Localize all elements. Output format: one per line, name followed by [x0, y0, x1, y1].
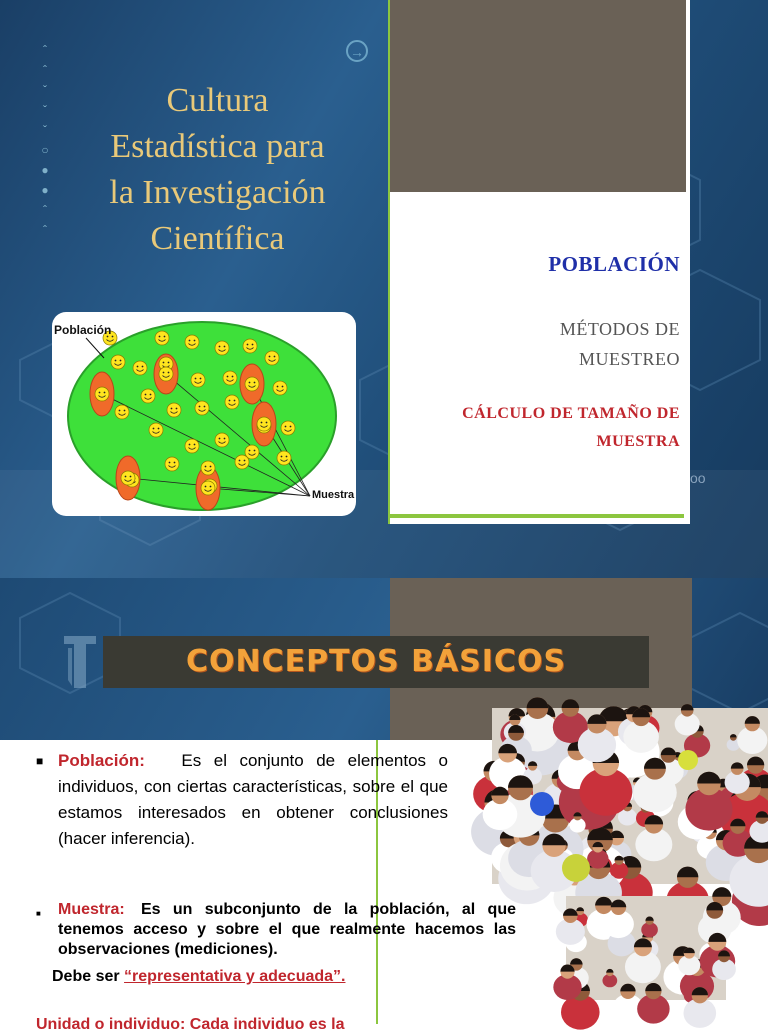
bullet-icon: ■: [36, 909, 41, 918]
arrow-right-icon[interactable]: →: [346, 40, 368, 62]
smiley-icon: [245, 377, 259, 391]
nav-up-icon[interactable]: ˆ: [43, 223, 47, 237]
title-line: Estadística para: [110, 128, 325, 165]
slide-nav: [38, 40, 52, 240]
smiley-icon: [195, 401, 209, 415]
note-prefix: Debe ser: [52, 968, 120, 985]
ghost-text: oo: [690, 470, 706, 486]
smiley-icon: [111, 355, 125, 369]
nav-dot-icon[interactable]: ○: [41, 143, 49, 157]
nav-dot-icon[interactable]: ●: [41, 163, 49, 177]
panel-header-box: [390, 0, 686, 192]
definition-poblacion: Es el conjunto de elementos o individuos, con ciertas características, sobre el que estamos interesados en obtener conclusiones (hacer inferencia).: [58, 751, 448, 848]
smiley-icon: [159, 367, 173, 381]
label-muestra: Muestra: [312, 489, 355, 501]
label-poblacion: Población: [54, 323, 112, 337]
title-line: Cultura: [166, 82, 269, 119]
smiley-icon: [281, 421, 295, 435]
topic-metodos-muestreo[interactable]: MÉTODOS DE MUESTREO: [559, 319, 680, 369]
smiley-icon: [155, 331, 169, 345]
smiley-icon: [115, 405, 129, 419]
topic-calculo-tamano[interactable]: CÁLCULO DE TAMAÑO DE MUESTRA: [462, 405, 680, 450]
smiley-icon: [149, 423, 163, 437]
bullet-muestra: [36, 900, 516, 960]
panel-accent-line: [388, 0, 390, 524]
definition-muestra: Es un subconjunto de la población, al que tenemos acceso y sobre el que realmente hacemos las observaciones (mediciones).: [58, 901, 516, 958]
nav-up-icon[interactable]: ˆ: [43, 63, 47, 77]
title-line: la Investigación: [109, 174, 326, 211]
smiley-icon: [277, 451, 291, 465]
smiley-icon: [165, 457, 179, 471]
bullet-unidad-partial: Unidad o individuo: Cada individuo es la: [36, 1016, 345, 1033]
section-banner: [103, 636, 649, 688]
students-group-photo: [566, 896, 726, 1000]
nav-down-icon[interactable]: ˇ: [43, 103, 47, 117]
smiley-icon: [133, 361, 147, 375]
smiley-icon: [201, 481, 215, 495]
smiley-icon: [141, 389, 155, 403]
term-muestra: Muestra:: [58, 901, 125, 918]
slide-title: [60, 78, 375, 262]
representative-note: [52, 968, 345, 986]
smiley-icon: [225, 395, 239, 409]
smiley-icon: [223, 371, 237, 385]
term-poblacion: Población:: [58, 751, 145, 770]
smiley-icon: [191, 373, 205, 387]
topics-panel: [388, 0, 690, 524]
note-highlight: “representativa y adecuada”.: [124, 968, 346, 985]
students-crowd-photo: [492, 708, 768, 884]
nav-up-icon[interactable]: ˆ: [43, 43, 47, 57]
nav-down-icon[interactable]: ˇ: [43, 83, 47, 97]
title-line: Científica: [150, 220, 285, 257]
topic-poblacion[interactable]: POBLACIÓN: [548, 252, 680, 276]
smiley-icon: [121, 471, 135, 485]
slide-2: [0, 578, 768, 1033]
population-diagram-svg: [52, 312, 356, 516]
nav-dot-icon[interactable]: ●: [41, 183, 49, 197]
panel-bottom-line: [390, 514, 684, 518]
smiley-icon: [273, 381, 287, 395]
balloon-icon: [678, 750, 698, 770]
university-logo-icon: [62, 630, 98, 692]
bullet-icon: ■: [36, 754, 44, 768]
smiley-icon: [95, 387, 109, 401]
smiley-icon: [265, 351, 279, 365]
smiley-icon: [167, 403, 181, 417]
smiley-icon: [201, 461, 215, 475]
population-diagram: [52, 312, 356, 516]
balloon-icon: [562, 854, 590, 882]
balloon-icon: [530, 792, 554, 816]
bullet-poblacion: [36, 748, 448, 852]
smiley-icon: [185, 439, 199, 453]
smiley-icon: [185, 335, 199, 349]
nav-up-icon[interactable]: ˆ: [43, 203, 47, 217]
smiley-icon: [215, 341, 229, 355]
section-title: CONCEPTOS BÁSICOS: [185, 644, 567, 679]
smiley-icon: [257, 417, 271, 431]
smiley-icon: [215, 433, 229, 447]
smiley-icon: [235, 455, 249, 469]
nav-down-icon[interactable]: ˇ: [43, 123, 47, 137]
smiley-icon: [243, 339, 257, 353]
